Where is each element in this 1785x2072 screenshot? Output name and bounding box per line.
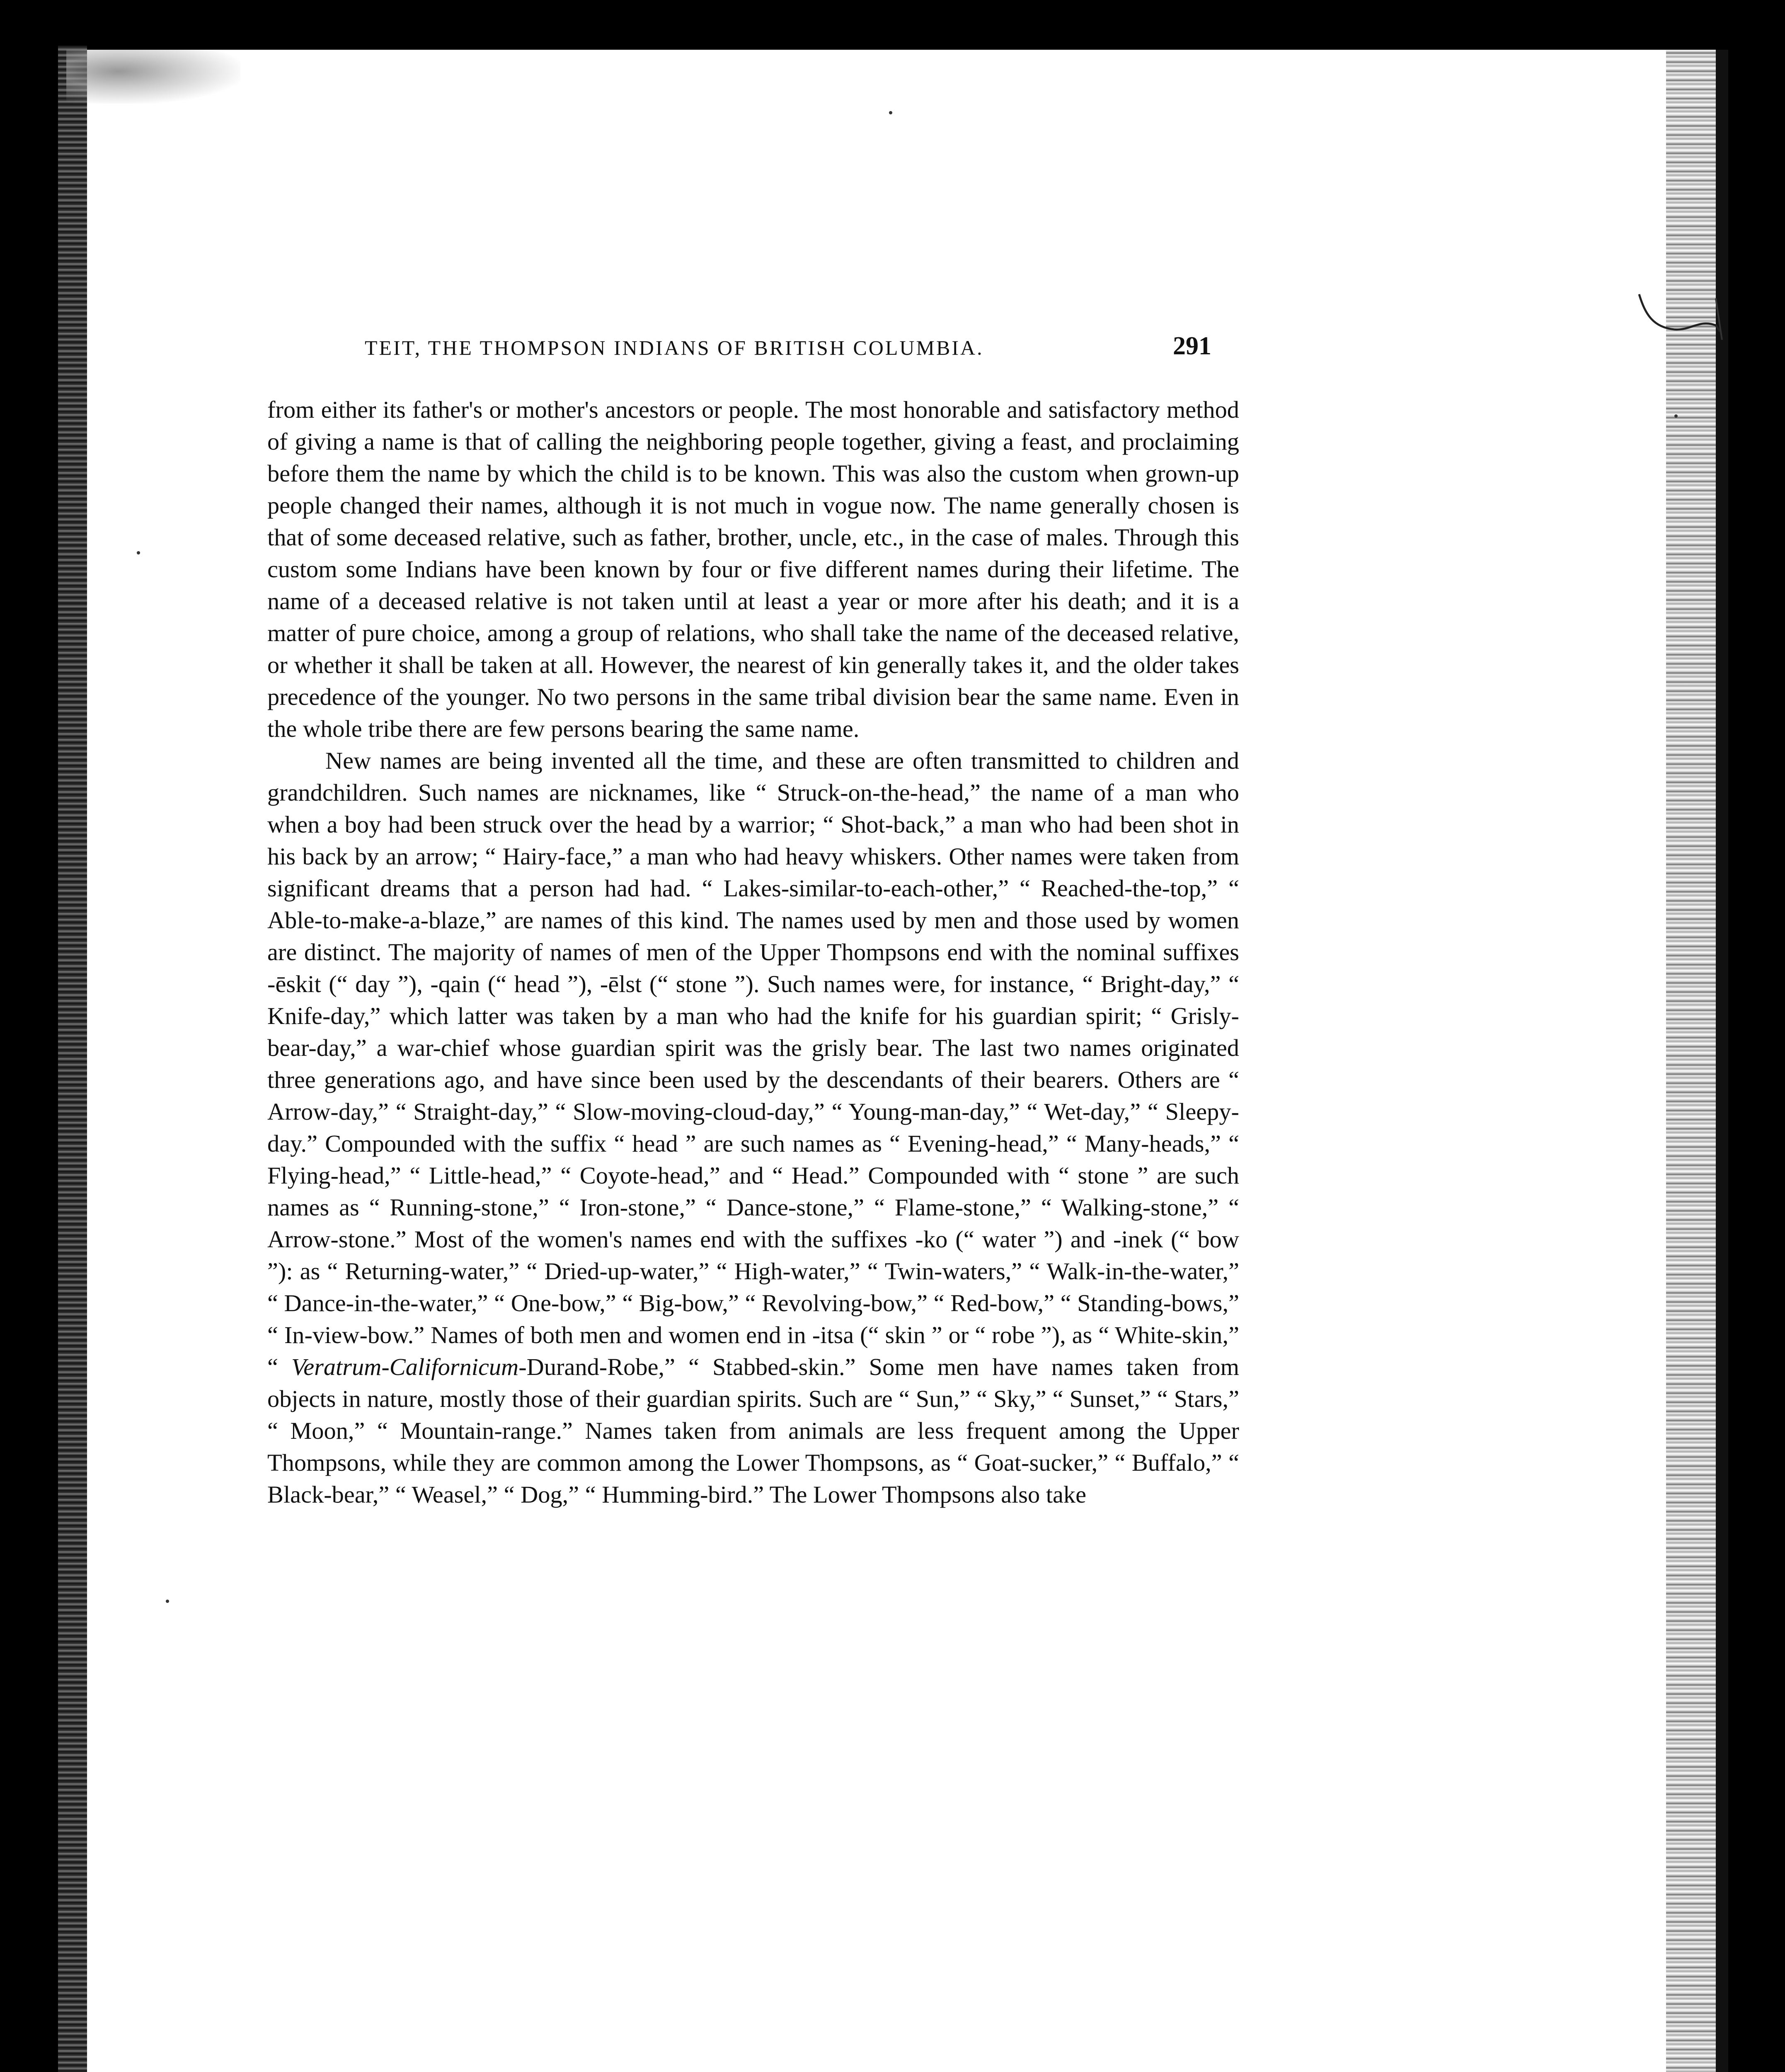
scan-speck: [166, 1600, 169, 1603]
italic-species-name: Veratrum-Californicum: [291, 1353, 519, 1380]
paragraph-text: New names are being invented all the time, and these are often transmitted to children and grandchildren. Such names are nicknames, like “ Struck-on-the-head,” the name of a man who when a boy had been struck over the head by a warrior; “ Shot-back,” a man who had been shot in his back by an arrow; “ Hairy-face,” a man who had heavy whiskers. Other names were taken from significant dreams that a person had had. “ Lakes-similar-to-each-other,” “ Reached-the-top,” “ Able-to-make-a-blaze,” are names of this kind. The names used by men and those used by women are distinct. The majority of names of men of the Upper Thompsons end with the nominal suffixes -ēskit (“ day ”), -qain (“ head ”), -ēlst (“ stone ”). Such names were, for instance, “ Bright-day,” “ Knife-day,” which latter was taken by a man who had the knife for his guardian spirit; “ Grisly-bear-day,” a war-chief whose guardian spirit was the grisly bear. The last two names originated three generations ago, and have since been used by the descendants of their bearers. Others are “ Arrow-day,” “ Straight-day,” “ Slow-moving-cloud-day,” “ Young-man-day,” “ Wet-day,” “ Sleepy-day.” Compounded with the suffix “ head ” are such names as “ Evening-head,” “ Many-heads,” “ Flying-head,” “ Little-head,” “ Coyote-head,” and “ Head.” Compounded with “ stone ” are such names as “ Running-stone,” “ Iron-stone,” “ Dance-stone,” “ Flame-stone,” “ Walking-stone,” “ Arrow-stone.” Most of the women's names end with the suffixes -ko (“ water ”) and -inek (“ bow ”): as “ Returning-water,” “ Dried-up-water,” “ High-water,” “ Twin-waters,” “ Walk-in-the-water,” “ Dance-in-the-water,” “ One-bow,” “ Big-bow,” “ Revolving-bow,” “ Red-bow,” “ Standing-bows,” “ In-view-bow.” Names of both men and women end in -itsa (“ skin ” or “ robe ”), as “ White-skin,” “: [267, 747, 1239, 1380]
pencil-mark-icon: [1637, 290, 1724, 340]
scan-speck: [889, 111, 892, 114]
left-scan-edge: [58, 46, 87, 2072]
scan-speck: [137, 551, 140, 554]
corner-smudge: [66, 50, 240, 104]
right-scan-shadow: [1716, 50, 1728, 2072]
paragraph: from either its father's or mother's ancestors or people. The most honorable and satisfactory method of giving a name is that of calling the neighboring people together, giving a feast, and proclaiming before them the name by which the child is to be known. This was also the custom when grown-up people changed their names, although it is not much in vogue now. The name generally chosen is that of some deceased relative, such as father, brother, uncle, etc., in the case of males. Through this custom some Indians have been known by four or five different names during their lifetime. The name of a deceased relative is not taken until at least a year or more after his death; and it is a matter of pure choice, among a group of relations, who shall take the name of the deceased relative, or whether it shall be taken at all. However, the nearest of kin generally takes it, and the older takes precedence of the younger. No two persons in the same tribal division bear the same name. Even in the whole tribe there are few persons bearing the same name.: [267, 396, 1239, 742]
body-text: [267, 394, 1239, 1510]
paragraph: [267, 745, 1239, 1510]
paragraph-text: -Durand-Robe,” “ Stabbed-skin.” Some men have names taken from objects in nature, mostly those of their guardian spirits. Such are “ Sun,” “ Sky,” “ Sunset,” “ Stars,” “ Moon,” “ Mountain-range.” Names taken from animals are less frequent among the Upper Thompsons, while they are common among the Lower Thompsons, as “ Goat-sucker,” “ Buffalo,” “ Black-bear,” “ Weasel,” “ Dog,” “ Humming-bird.” The Lower Thompsons also take: [267, 1353, 1239, 1508]
page-number: 291: [1173, 332, 1211, 360]
running-header: TEIT, THE THOMPSON INDIANS OF BRITISH COLUMBIA.: [365, 336, 984, 359]
scan-speck: [1674, 414, 1678, 418]
